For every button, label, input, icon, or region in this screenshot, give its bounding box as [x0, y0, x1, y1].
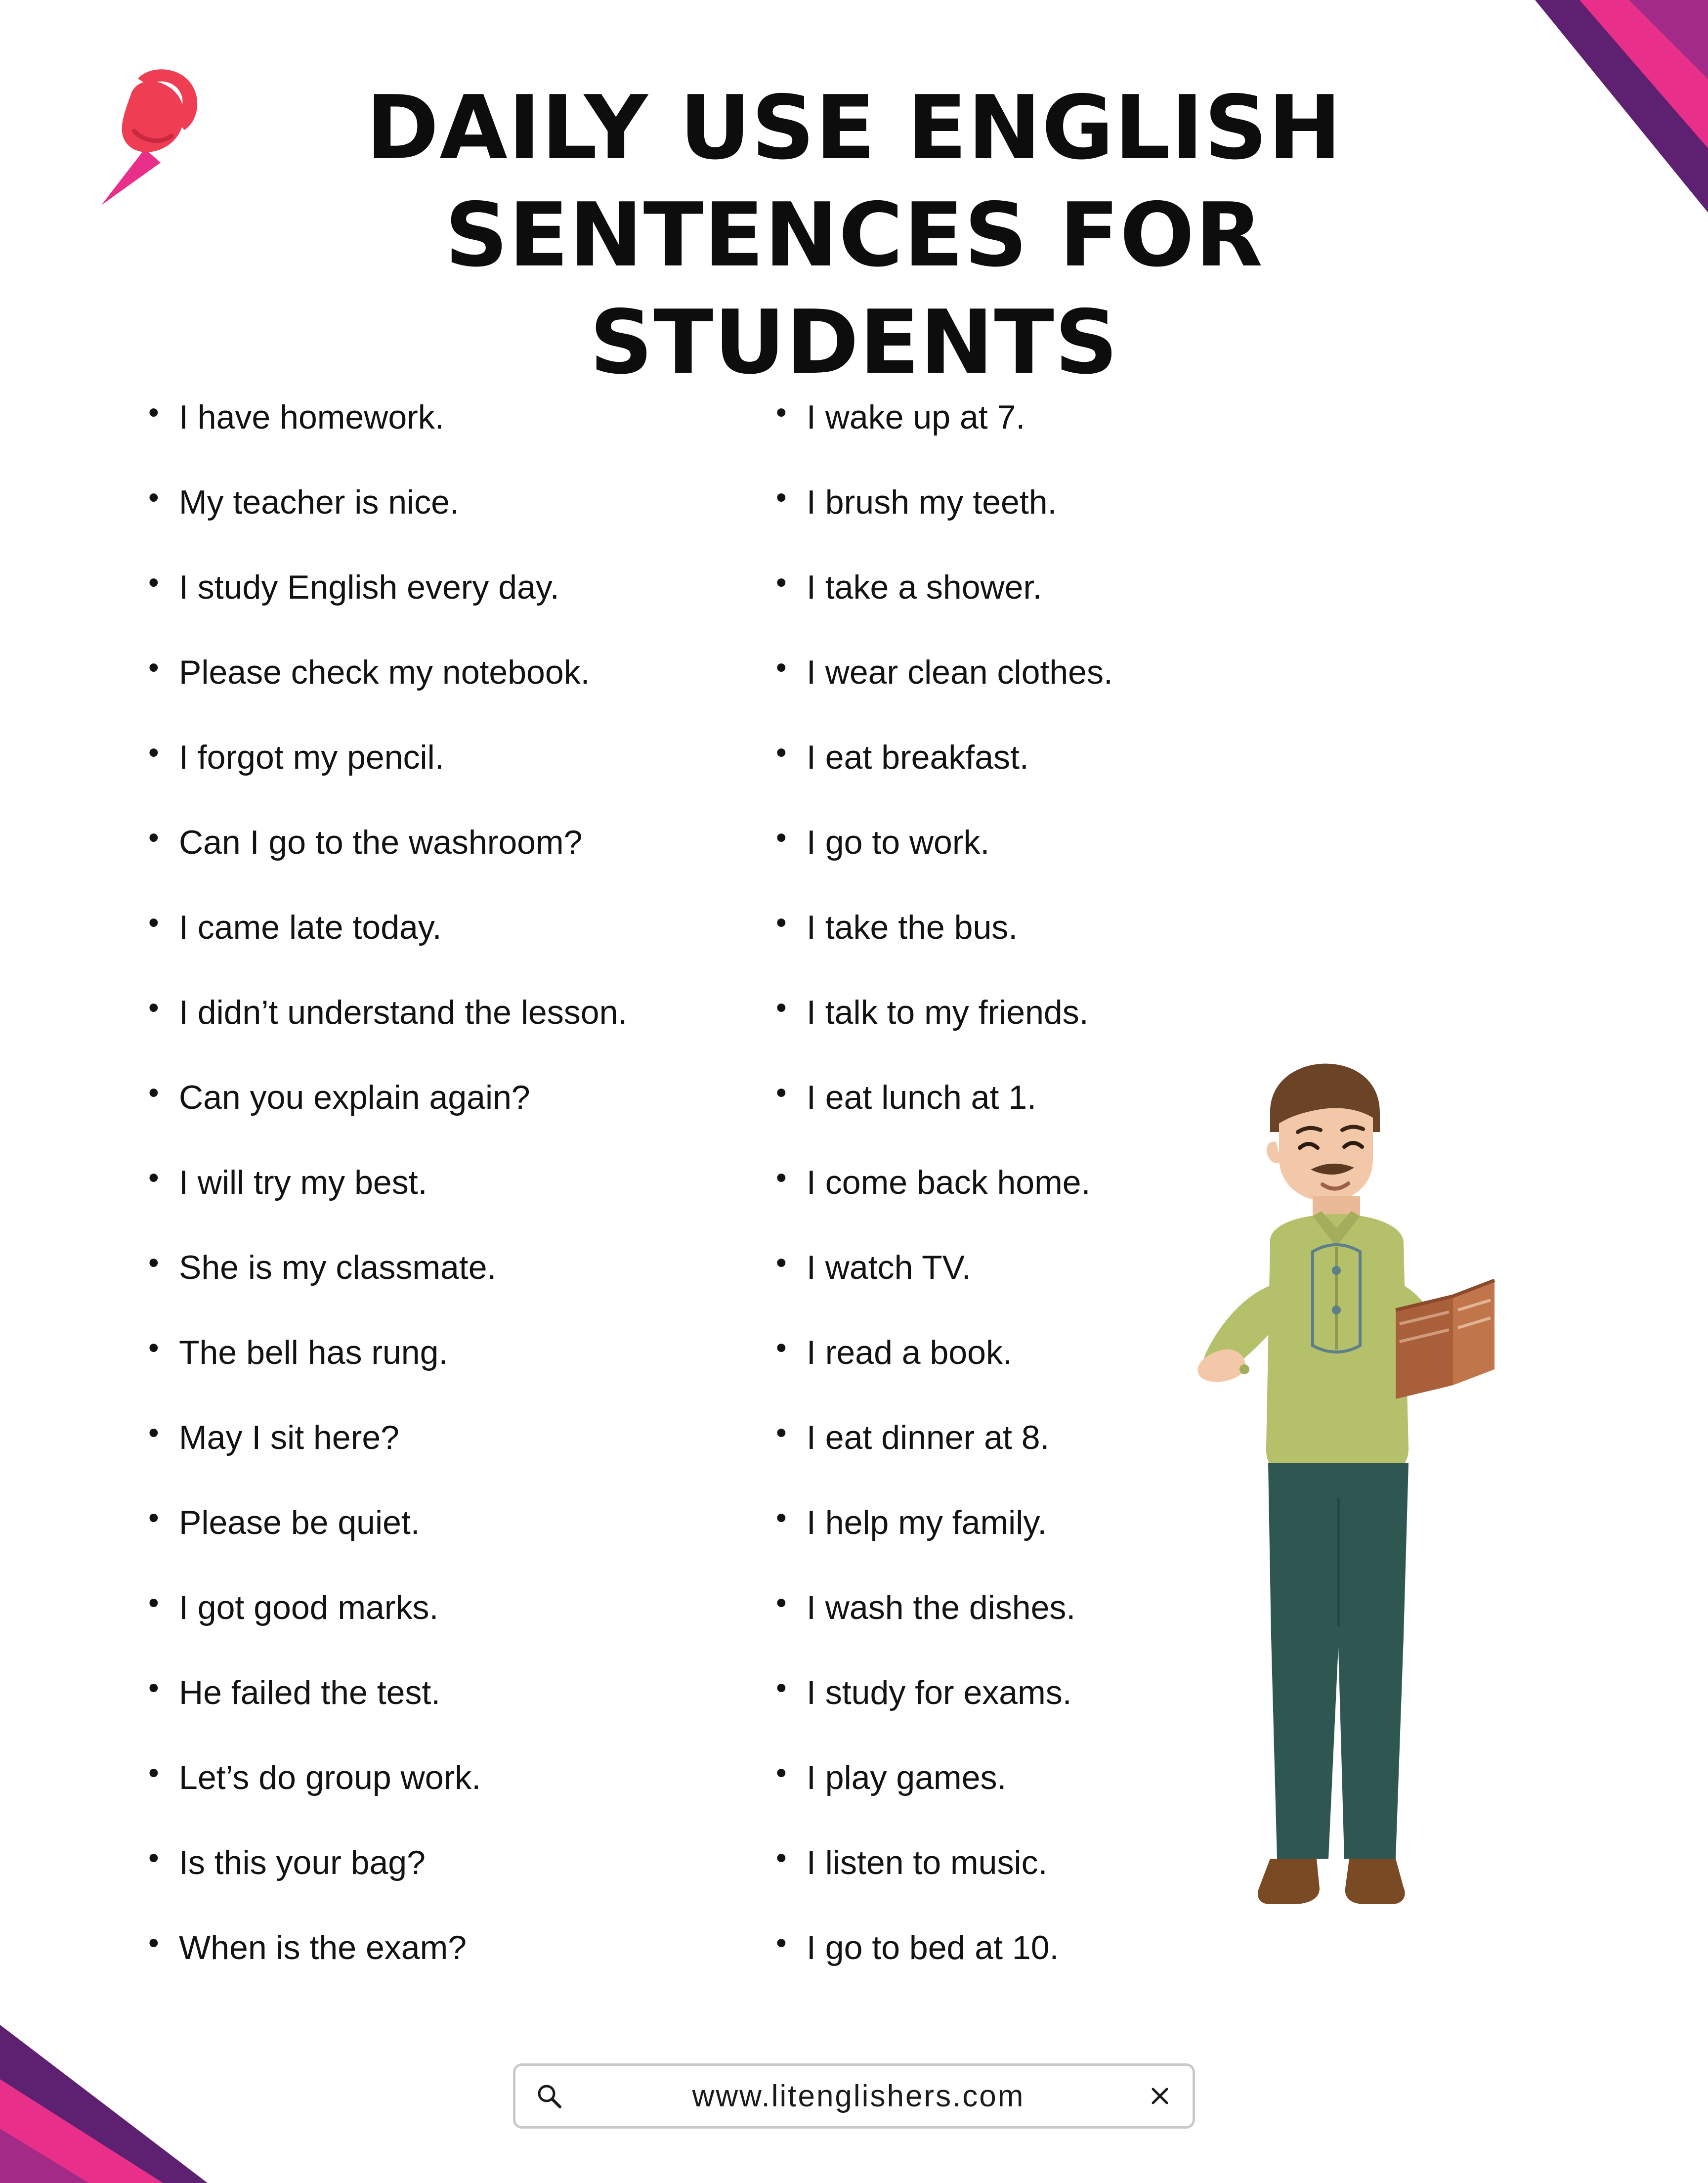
- list-item: • I come back home.: [776, 1166, 1631, 1199]
- list-item: • Is this your bag?: [148, 1846, 741, 1879]
- list-item: • I take a shower.: [776, 570, 1631, 604]
- list-item: • I take the bus.: [776, 911, 1631, 944]
- page-title: DAILY USE ENGLISH SENTENCES FOR STUDENTS: [366, 77, 1342, 394]
- list-item: • I watch TV.: [776, 1251, 1631, 1284]
- list-item: • I didn’t understand the lesson.: [148, 996, 741, 1029]
- list-item: • I study English every day.: [148, 570, 741, 604]
- list-item: • I study for exams.: [776, 1676, 1631, 1709]
- list-item: • I go to bed at 10.: [776, 1931, 1631, 1965]
- left-sentence-list: [148, 400, 741, 1965]
- list-item: • Can you explain again?: [148, 1081, 741, 1114]
- list-item: • Let’s do group work.: [148, 1761, 741, 1794]
- list-item: • I will try my best.: [148, 1166, 741, 1199]
- list-item: • Please check my notebook.: [148, 655, 741, 689]
- list-item: • I have homework.: [148, 400, 741, 434]
- list-item: • The bell has rung.: [148, 1336, 741, 1369]
- list-item: • I got good marks.: [148, 1591, 741, 1624]
- list-item: • He failed the test.: [148, 1676, 741, 1709]
- list-item: • I wear clean clothes.: [776, 655, 1631, 689]
- list-item: • My teacher is nice.: [148, 485, 741, 519]
- list-item: • I forgot my pencil.: [148, 741, 741, 774]
- page-header: [0, 74, 1708, 396]
- list-item: • I go to work.: [776, 826, 1631, 859]
- left-column: [0, 400, 741, 2016]
- list-item: • I play games.: [776, 1761, 1631, 1794]
- list-item: • I help my family.: [776, 1506, 1631, 1539]
- list-item: • I came late today.: [148, 911, 741, 944]
- url-bar[interactable]: [513, 2063, 1195, 2129]
- list-item: • I brush my teeth.: [776, 485, 1631, 519]
- list-item: • I wash the dishes.: [776, 1591, 1631, 1624]
- url-text: www.litenglishers.com: [692, 2079, 1025, 2113]
- list-item: • May I sit here?: [148, 1421, 741, 1454]
- list-item: • I wake up at 7.: [776, 400, 1631, 434]
- man-reading-book-illustration: [1196, 1053, 1502, 1977]
- list-item: • I eat breakfast.: [776, 741, 1631, 774]
- list-item: • When is the exam?: [148, 1931, 741, 1965]
- list-item: • I talk to my friends.: [776, 996, 1631, 1029]
- list-item: • I eat dinner at 8.: [776, 1421, 1631, 1454]
- list-item: • I listen to music.: [776, 1846, 1631, 1879]
- list-item: • Please be quiet.: [148, 1506, 741, 1539]
- list-item: • I eat lunch at 1.: [776, 1081, 1631, 1114]
- search-icon: [536, 2083, 562, 2109]
- list-item: • I read a book.: [776, 1336, 1631, 1369]
- list-item: • She is my classmate.: [148, 1251, 741, 1284]
- close-icon[interactable]: [1148, 2084, 1172, 2108]
- list-item: • Can I go to the washroom?: [148, 826, 741, 859]
- decor-corner-bottom-left: [0, 2005, 306, 2183]
